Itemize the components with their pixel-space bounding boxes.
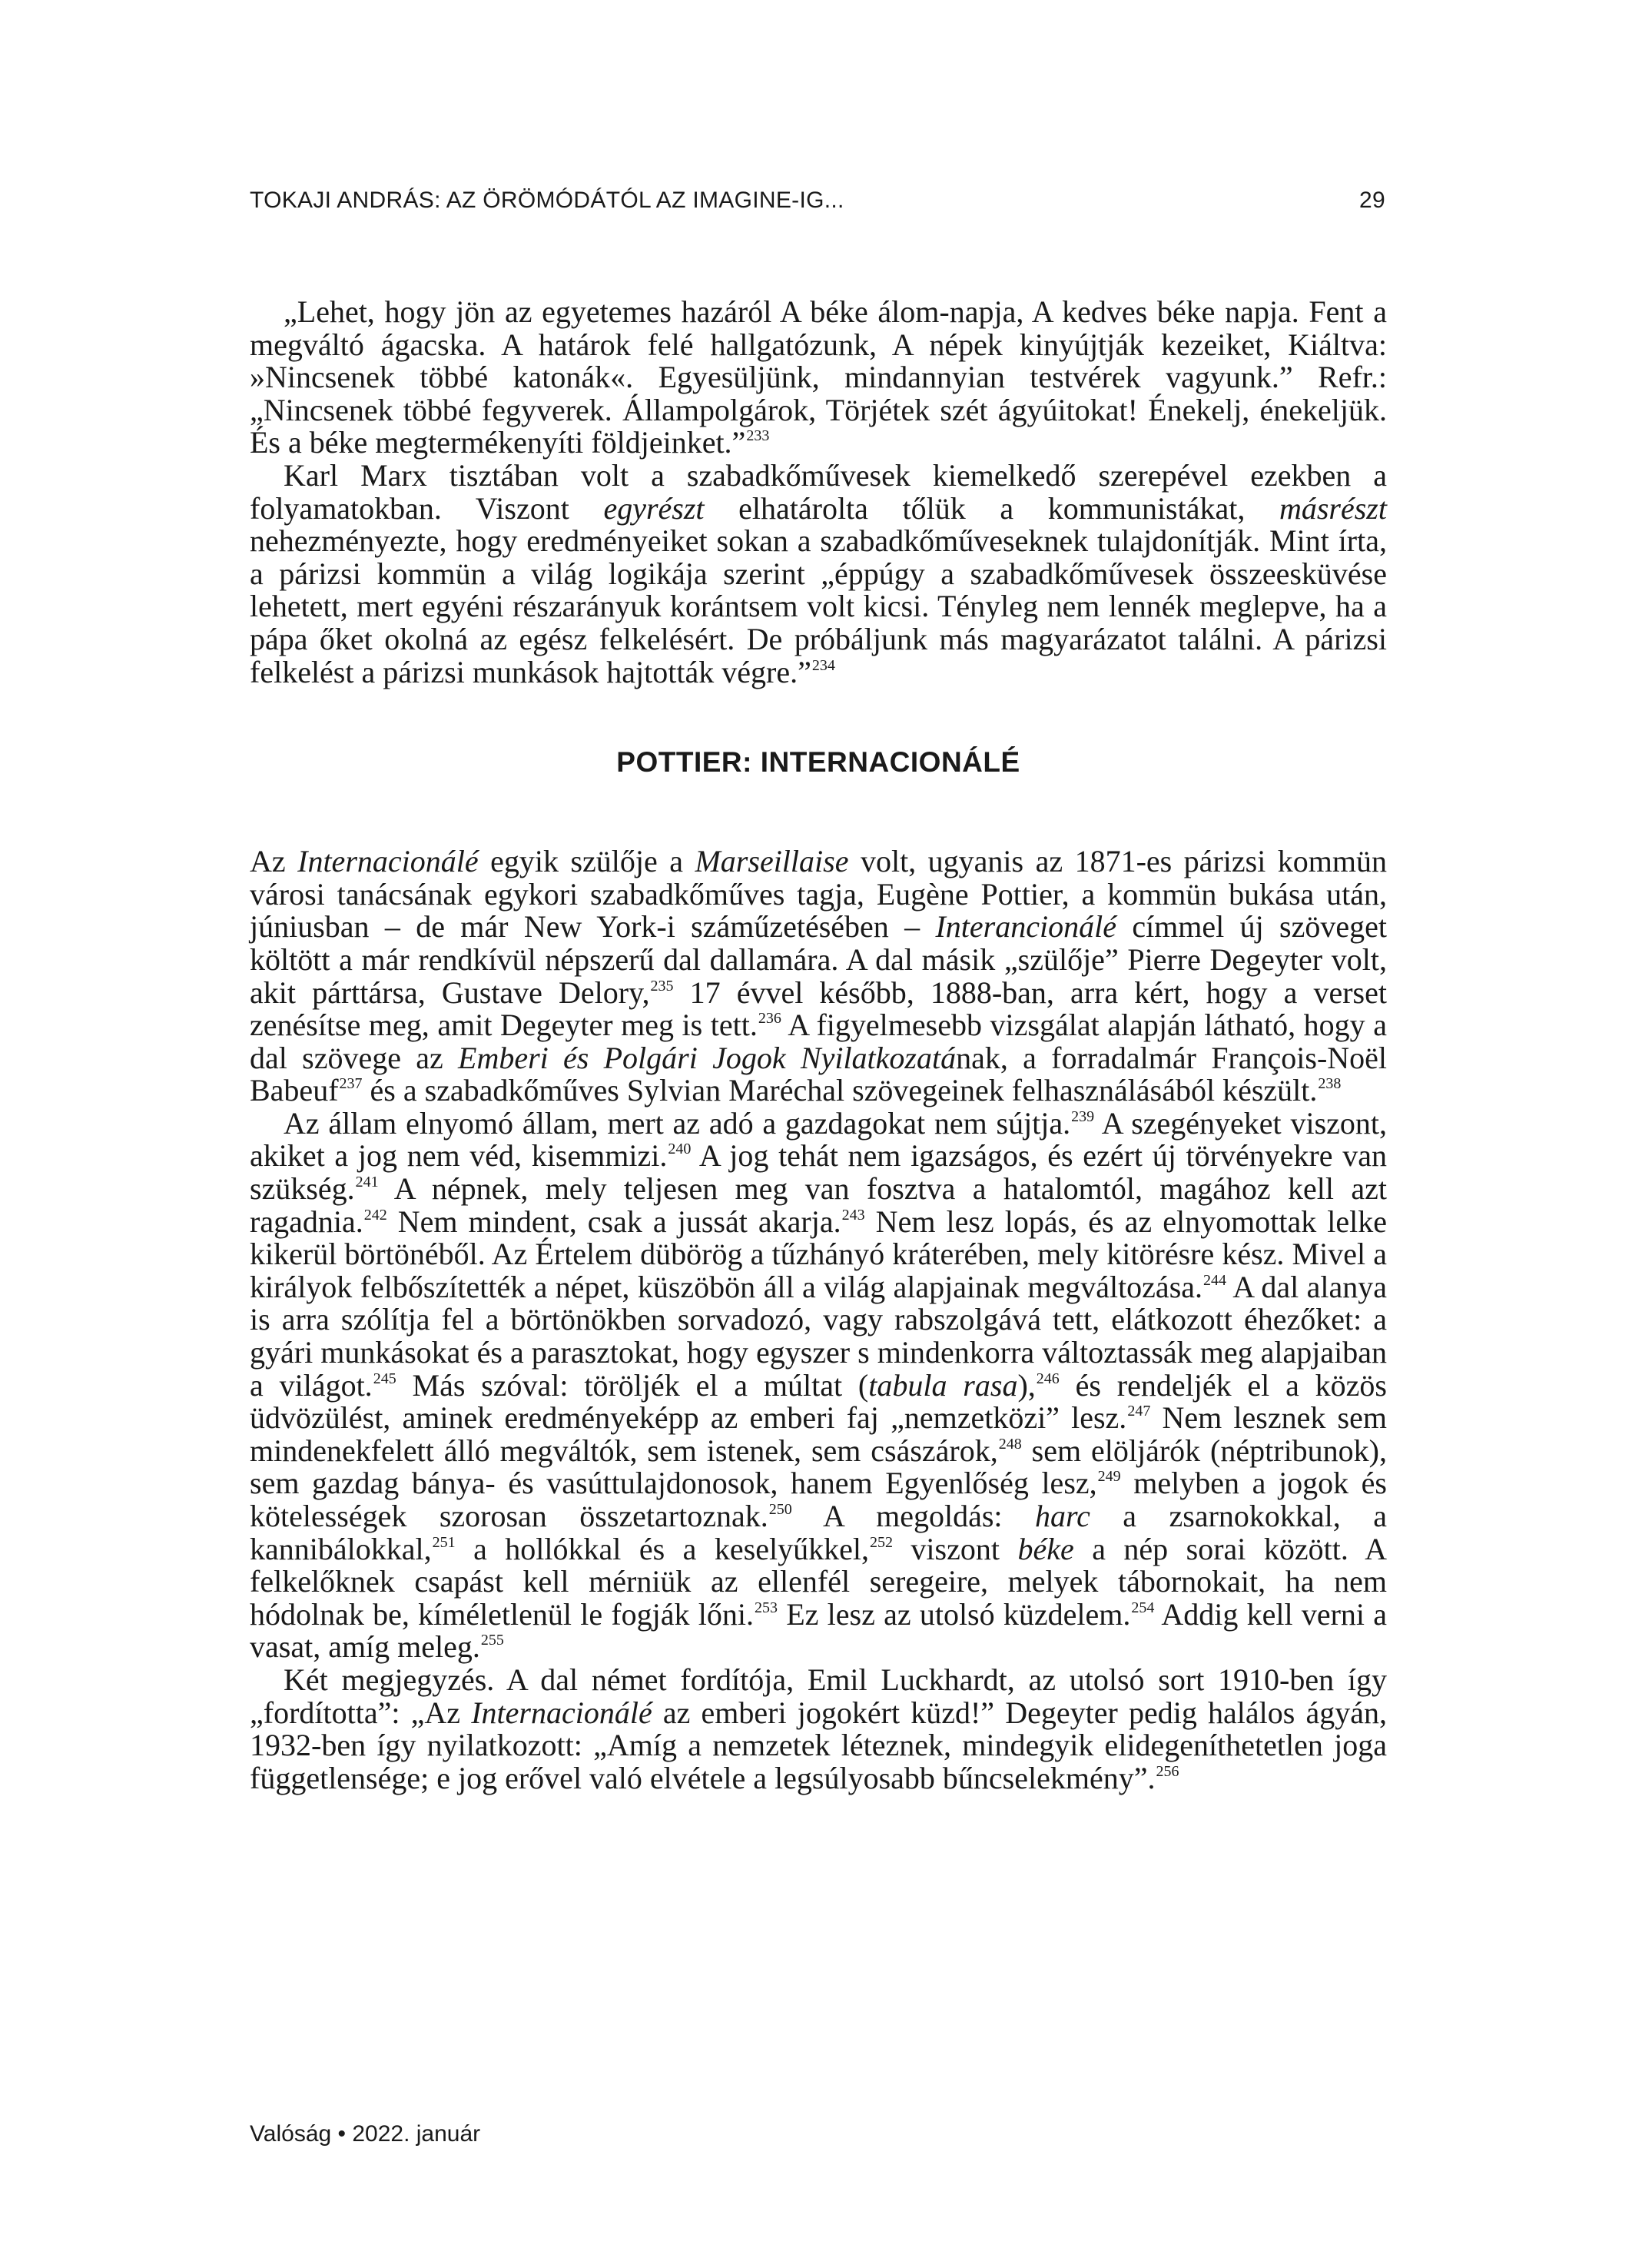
- text-run: a zsarnokokkal, a kannibálokkal,: [250, 1499, 1387, 1566]
- text-run: címmel új szöveget költött a már rendkívül népszerű dal dallamára. A dal másik „szülője” Pierre Degeyter volt, akit párttársa, Gustave Delory,: [250, 909, 1388, 1010]
- text-run: Két megjegyzés. A dal német fordítója, Emil Luckhardt, az utolsó sort 1910-ben így „fordította”: „Az: [250, 1662, 1387, 1730]
- text-run: viszont: [892, 1531, 1018, 1566]
- footnote-marker[interactable]: 250: [768, 1501, 792, 1518]
- footnote-marker[interactable]: 235: [650, 977, 674, 995]
- footnote-marker[interactable]: 252: [869, 1533, 893, 1551]
- text-run: Az állam elnyomó állam, mert az adó a gazdagokat nem sújtja.: [284, 1105, 1071, 1141]
- text-run: Nem mindent, csak a jussát akarja.: [386, 1204, 841, 1239]
- italic-run: Internacionálé: [297, 844, 479, 879]
- footnote-marker[interactable]: 241: [355, 1174, 379, 1191]
- text-run: Az: [250, 844, 298, 879]
- text-run: A jog tehát nem igazságos, és ezért új törvényekre van szükség.: [250, 1138, 1387, 1207]
- section-title: POTTIER: INTERNACIONÁLÉ: [616, 746, 1020, 779]
- footnote-marker[interactable]: 238: [1318, 1075, 1342, 1093]
- footnote-marker[interactable]: 255: [480, 1632, 504, 1649]
- paragraph-lyrics-analysis: [250, 1107, 1387, 1664]
- text-run: A figyelmesebb vizsgálat alapján látható, hogy a dal szövege az: [250, 1008, 1387, 1075]
- italic-run: Interancionálé: [935, 909, 1116, 945]
- italic-run: harc: [1035, 1499, 1090, 1533]
- footnote-marker[interactable]: 244: [1203, 1271, 1227, 1289]
- italic-run: másrészt: [1279, 490, 1387, 526]
- paragraph-marx: [250, 457, 1387, 689]
- footnote-marker[interactable]: 254: [1131, 1599, 1155, 1616]
- footnote-marker[interactable]: 239: [1071, 1107, 1095, 1125]
- italic-run: tabula rasa: [868, 1367, 1018, 1403]
- footnote-marker[interactable]: 242: [363, 1206, 387, 1224]
- text-run: volt, ugyanis az 1871-es párizsi kommün városi tanácsának egykori szabadkőműves tagja, Eugène Pottier, a kommün bukása után, júniusban – de már New York-i száműzetésében –: [250, 844, 1388, 945]
- text-run: „Lehet, hogy jön az egyetemes hazáról A béke álom-napja, A kedves béke napja. Fent a megváltó ágacska. A határok felé hallgatózunk, A népek kinyújtják kezeiket, Kiáltva: »Nincsenek többé katonák«. Egyesüljünk, mindannyian testvérek vagyunk.” Refr.: „Nincsenek többé fegyverek. Állampolgárok, Törjétek szét ágyúitokat! Énekelj, énekeljük. És a béke megtermékenyíti földjeinket.”: [250, 294, 1387, 460]
- text-run: Karl Marx tisztában volt a szabadkőművesek kiemelkedő szerepével ezekben a folyamatokban. Viszont: [250, 457, 1387, 526]
- footnote-marker[interactable]: 237: [339, 1075, 363, 1093]
- footnote-marker[interactable]: 234: [811, 656, 835, 674]
- text-run: melyben a jogok és kötelességek szorosan összetartoznak.: [250, 1466, 1387, 1533]
- text-run: Más szóval: töröljék el a múltat (: [396, 1367, 869, 1403]
- footnote-marker[interactable]: 236: [758, 1010, 781, 1028]
- text-run: és rendeljék el a közös üdvözülést, aminek eredményeképp az emberi faj „nemzetközi” lesz.: [250, 1367, 1388, 1436]
- text-run: Addig kell verni a vasat, amíg meleg.: [250, 1596, 1388, 1665]
- text-run: és a szabadkőműves Sylvian Maréchal szövegeinek felhasználásából készült.: [362, 1073, 1318, 1108]
- paragraph-quote: [250, 296, 1387, 460]
- italic-run: Marseillaise: [695, 844, 849, 879]
- italic-run: Emberi és Polgári Jogok Nyilatkozatá: [458, 1040, 957, 1075]
- text-run: Ez lesz az utolsó küzdelem.: [778, 1596, 1131, 1632]
- text-run: elhatárolta tőlük a kommunistákat,: [704, 490, 1279, 526]
- footnote-marker[interactable]: 233: [746, 427, 770, 445]
- running-head: [250, 188, 1385, 218]
- article-body: [250, 296, 1387, 1795]
- italic-run: Internacionálé: [471, 1695, 652, 1730]
- running-head-title: TOKAJI ANDRÁS: AZ ÖRÖMÓDÁTÓL AZ IMAGINE-IG...: [250, 188, 844, 213]
- italic-run: béke: [1017, 1531, 1074, 1566]
- footnote-marker[interactable]: 245: [373, 1370, 396, 1387]
- text-run: A dal alanya is arra szólítja fel a börtönökben sorvadozó, vagy rabszolgává tett, elátkozott éhezőket: a gyári munkásokat és a parasztokat, hogy egyszer s mindenkorra változtassák meg alapjaiban a világot.: [250, 1269, 1387, 1403]
- text-run: A megoldás:: [791, 1499, 1035, 1533]
- text-run: ),: [1017, 1367, 1036, 1403]
- text-run: Nem lesz lopás, és az elnyomottak lelke kikerül börtönéből. Az Értelem dübörög a tűzhányó kráterében, mely kitörésre kész. Mivel a királyok felbőszítették a népet, küszöbön áll a világ alapjainak megváltozása.: [250, 1204, 1387, 1304]
- text-run: a nép sorai között. A felkelőknek csapást kell mérniük az ellenfél seregeire, melyek tábornokait, ha nem hódolnak be, kíméletlenül le fogják lőni.: [250, 1531, 1388, 1632]
- footnote-marker[interactable]: 240: [668, 1141, 692, 1158]
- text-run: sem elöljárók (néptribunok), sem gazdag bánya- és vasúttulajdonosok, hanem Egyenlőség lesz,: [250, 1433, 1388, 1501]
- footnote-marker[interactable]: 249: [1097, 1468, 1121, 1486]
- paragraph-remarks: [250, 1664, 1387, 1795]
- italic-run: egyrészt: [603, 490, 705, 526]
- text-run: az emberi jogokért küzd!” Degeyter pedig halálos ágyán, 1932-ben így nyilatkozott: „Amíg a nemzetek léteznek, mindegyik elidegeníthetetlen joga függetlensége; e jog erővel való elvétele a legsúlyosabb bűncselekmény”.: [250, 1695, 1387, 1795]
- footnote-marker[interactable]: 247: [1127, 1403, 1151, 1420]
- text-run: A népnek, mely teljesen meg van fosztva a hatalomtól, magához kell azt ragadnia.: [250, 1171, 1387, 1239]
- text-run: A szegényeket viszont, akiket a jog nem véd, kisemmizi.: [250, 1105, 1388, 1174]
- text-run: a hollókkal és a keselyűkkel,: [455, 1531, 869, 1566]
- footnote-marker[interactable]: 246: [1036, 1370, 1060, 1387]
- footnote-marker[interactable]: 251: [432, 1533, 456, 1551]
- page-number: 29: [1359, 188, 1385, 213]
- text-run: 17 évvel később, 1888-ban, arra kért, hogy a verset zenésítse meg, amit Degeyter meg is tett.: [250, 975, 1387, 1043]
- text-run: nehezményezte, hogy eredményeiket sokan a szabadkőműveseknek tulajdonítják. Mint írta, a párizsi kommün a világ logikája szerint „éppúgy a szabadkőművesek összeesküvése lehetett, mert egyéni részarányuk korántsem volt kicsi. Tényleg nem lennék meglepve, ha a pápa őket okolná az egész felkelésért. De próbáljunk más magyarázatot találni. A párizsi felkelést a párizsi munkások hajtották végre.”: [250, 523, 1387, 689]
- paragraph-internacionale-origin: [250, 845, 1387, 1107]
- text-run: nak, a forradalmár François-Noël Babeuf: [250, 1040, 1388, 1108]
- text-run: Nem lesznek sem mindenekfelett álló megváltók, sem istenek, sem császárok,: [250, 1400, 1387, 1468]
- footnote-marker[interactable]: 253: [755, 1599, 778, 1616]
- footnote-marker[interactable]: 248: [998, 1435, 1022, 1453]
- footnote-marker[interactable]: 243: [841, 1206, 865, 1224]
- text-run: egyik szülője a: [478, 844, 695, 879]
- footnote-marker[interactable]: 256: [1156, 1762, 1179, 1780]
- page-footer: Valóság • 2022. január: [250, 2121, 481, 2147]
